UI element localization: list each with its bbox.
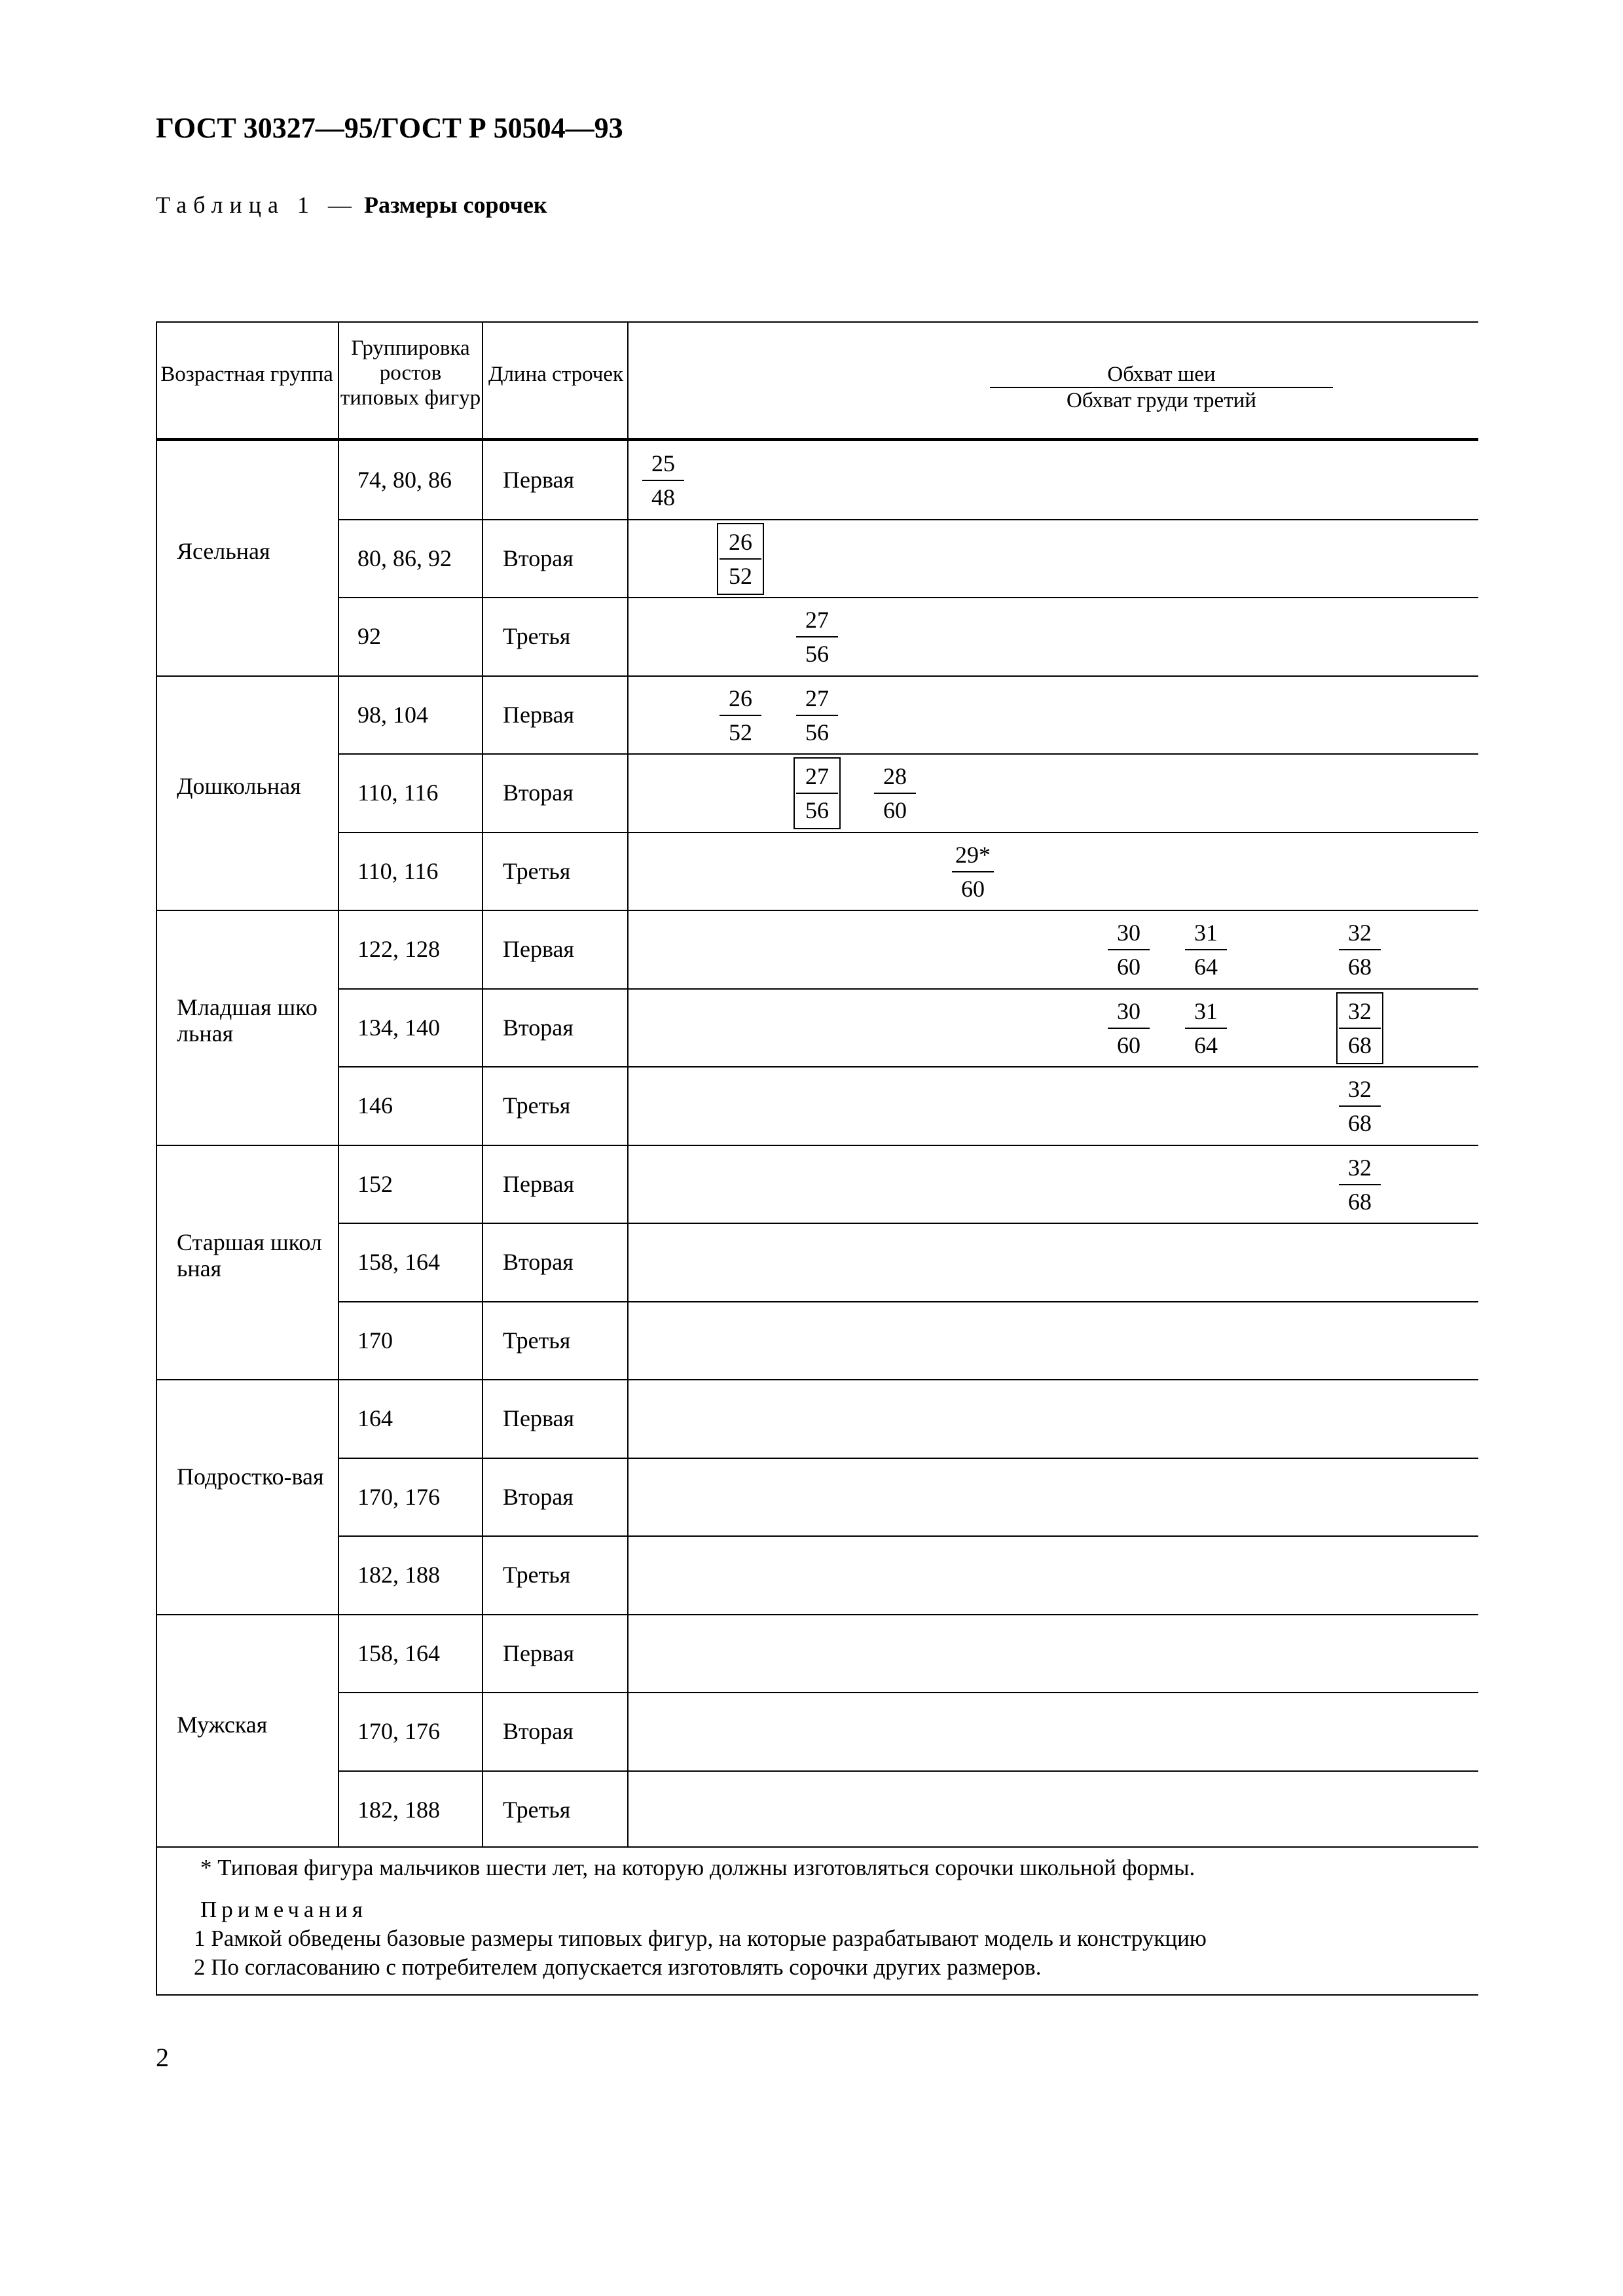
column-divider-1: [338, 321, 339, 1846]
table-cell-length: Вторая: [503, 1014, 574, 1041]
size-fraction: [796, 682, 838, 749]
chest-size: 60: [952, 871, 994, 905]
header-bottom-border: [156, 438, 1478, 441]
neck-size: 26: [729, 685, 752, 711]
page-number: 2: [156, 2043, 169, 2072]
group-divider: [156, 675, 1478, 677]
neck-size: 31: [1194, 997, 1218, 1024]
neck-size: 29*: [955, 841, 991, 868]
size-fraction: [1339, 995, 1381, 1062]
table-cell-length: Третья: [503, 1796, 571, 1823]
table-cell-length: Первая: [503, 1170, 575, 1197]
chest-size: 68: [1339, 1105, 1381, 1139]
header-length: Длина строчек: [488, 363, 624, 386]
table-cell-heights: 170, 176: [357, 1483, 440, 1510]
table-cell-heights: 110, 116: [357, 780, 439, 806]
footnote: * Типовая фигура мальчиков шести лет, на которую должны изготовляться сорочки школьной формы.: [200, 1855, 1195, 1880]
size-fraction: [1108, 916, 1150, 983]
table-cell-heights: 110, 116: [357, 857, 439, 884]
table-top-border: [156, 321, 1478, 323]
row-divider: [338, 988, 1478, 990]
table-cell-length: Вторая: [503, 1249, 574, 1275]
table-cell-length: Первая: [503, 936, 575, 962]
table-cell-heights: 122, 128: [357, 936, 440, 962]
table-cell-length: Третья: [503, 1092, 571, 1119]
group-divider: [156, 1145, 1478, 1146]
document-title: ГОСТ 30327—95/ГОСТ Р 50504—93: [156, 112, 623, 144]
table-cell-length: Вторая: [503, 1718, 574, 1744]
neck-size: 27: [805, 685, 829, 711]
column-divider-3: [627, 321, 629, 1846]
row-divider: [338, 1692, 1478, 1693]
chest-size: 52: [720, 558, 761, 592]
chest-size: 68: [1339, 1028, 1381, 1062]
table-cell-length: Первая: [503, 1640, 575, 1666]
table-cell-heights: 170: [357, 1327, 393, 1354]
table-cell-length: Вторая: [503, 780, 574, 806]
table-caption-label: Таблица 1 —: [156, 192, 358, 218]
neck-size: 30: [1117, 920, 1140, 946]
table-cell-heights: 182, 188: [357, 1562, 440, 1588]
neck-size: 27: [805, 763, 829, 789]
size-fraction: [874, 760, 916, 827]
size-fraction: [642, 447, 684, 514]
row-divider: [338, 1458, 1478, 1459]
table-cell-length: Третья: [503, 623, 571, 649]
table-cell-heights: 92: [357, 623, 381, 649]
header-neck: Обхват шеи: [990, 362, 1333, 388]
row-divider: [338, 1535, 1478, 1537]
size-fraction: [720, 682, 761, 749]
size-fraction: [1339, 1073, 1381, 1139]
table-cell-length: Третья: [503, 1327, 571, 1354]
age-group-label: Ясельная: [177, 538, 270, 565]
header-chest: Обхват груди третий: [1067, 389, 1256, 412]
row-divider: [338, 519, 1478, 520]
chest-size: 64: [1185, 949, 1227, 983]
table-body-bottom-border: [156, 1846, 1478, 1848]
table-cell-heights: 164: [357, 1405, 393, 1431]
table-cell-heights: 182, 188: [357, 1796, 440, 1823]
row-divider: [338, 1066, 1478, 1067]
size-fraction: [1339, 1151, 1381, 1218]
size-fraction: [1339, 916, 1381, 983]
table-cell-length: Третья: [503, 857, 571, 884]
table-bottom-border: [156, 1994, 1478, 1996]
size-fraction: [1185, 995, 1227, 1062]
note-2: 2 По согласованию с потребителем допускается изготовлять сорочки других размеров.: [194, 1954, 1042, 1980]
chest-size: 56: [796, 636, 838, 670]
neck-size: 32: [1348, 1154, 1372, 1181]
notes-title: Примечания: [200, 1897, 368, 1922]
neck-size: 28: [883, 763, 907, 789]
table-cell-length: Вторая: [503, 545, 574, 571]
age-group-label: Подростко-вая: [177, 1463, 324, 1490]
row-divider: [338, 753, 1478, 755]
size-fraction: [796, 603, 838, 670]
table-cell-heights: 152: [357, 1170, 393, 1197]
age-group-label: Дошкольная: [177, 772, 301, 799]
chest-size: 48: [642, 480, 684, 514]
chest-size: 60: [874, 793, 916, 827]
age-group-label: Старшая школьная: [177, 1229, 322, 1282]
row-divider: [338, 597, 1478, 598]
table-cell-heights: 146: [357, 1092, 393, 1119]
table-cell-length: Первая: [503, 467, 575, 493]
table-cell-heights: 158, 164: [357, 1249, 440, 1275]
chest-size: 60: [1108, 949, 1150, 983]
table-caption: [156, 191, 547, 219]
table-caption-title: Размеры сорочек: [363, 192, 547, 218]
chest-size: 68: [1339, 1184, 1381, 1218]
chest-size: 64: [1185, 1028, 1227, 1062]
table-cell-length: Первая: [503, 701, 575, 728]
neck-size: 26: [729, 528, 752, 555]
table-cell-length: Первая: [503, 1405, 575, 1431]
age-group-label: Мужская: [177, 1711, 268, 1738]
size-fraction: [796, 760, 838, 827]
chest-size: 60: [1108, 1028, 1150, 1062]
table-cell-length: Третья: [503, 1562, 571, 1588]
row-divider: [338, 1301, 1478, 1302]
table-cell-heights: 74, 80, 86: [357, 467, 452, 493]
note-1: 1 Рамкой обведены базовые размеры типовых фигур, на которые разрабатывают модель и конструкцию: [194, 1926, 1207, 1951]
row-divider: [338, 1223, 1478, 1224]
neck-size: 32: [1348, 1076, 1372, 1102]
table-cell-heights: 80, 86, 92: [357, 545, 452, 571]
chest-size: 56: [796, 715, 838, 749]
sizes-table: [156, 321, 1478, 1996]
table-left-border: [156, 321, 157, 1996]
neck-size: 31: [1194, 920, 1218, 946]
header-height-grouping: Группировка ростов типовых фигур: [340, 336, 481, 410]
neck-size: 30: [1117, 997, 1140, 1024]
table-cell-heights: 134, 140: [357, 1014, 440, 1041]
group-divider: [156, 1614, 1478, 1615]
table-cell-heights: 98, 104: [357, 701, 428, 728]
table-cell-heights: 158, 164: [357, 1640, 440, 1666]
group-divider: [156, 910, 1478, 911]
table-cell-heights: 170, 176: [357, 1718, 440, 1744]
size-fraction: [952, 838, 994, 905]
neck-size: 25: [651, 450, 675, 476]
chest-size: 68: [1339, 949, 1381, 983]
chest-size: 56: [796, 793, 838, 827]
neck-size: 27: [805, 607, 829, 633]
neck-size: 32: [1348, 920, 1372, 946]
size-fraction: [1108, 995, 1150, 1062]
chest-size: 52: [720, 715, 761, 749]
size-fraction: [1185, 916, 1227, 983]
header-age-group: Возрастная группа: [160, 363, 333, 386]
neck-size: 32: [1348, 997, 1372, 1024]
table-cell-length: Вторая: [503, 1483, 574, 1510]
age-group-label: Младшая школьная: [177, 994, 318, 1047]
column-divider-2: [482, 321, 483, 1846]
row-divider: [338, 1770, 1478, 1772]
size-fraction: [720, 526, 761, 592]
row-divider: [338, 832, 1478, 833]
group-divider: [156, 1379, 1478, 1380]
